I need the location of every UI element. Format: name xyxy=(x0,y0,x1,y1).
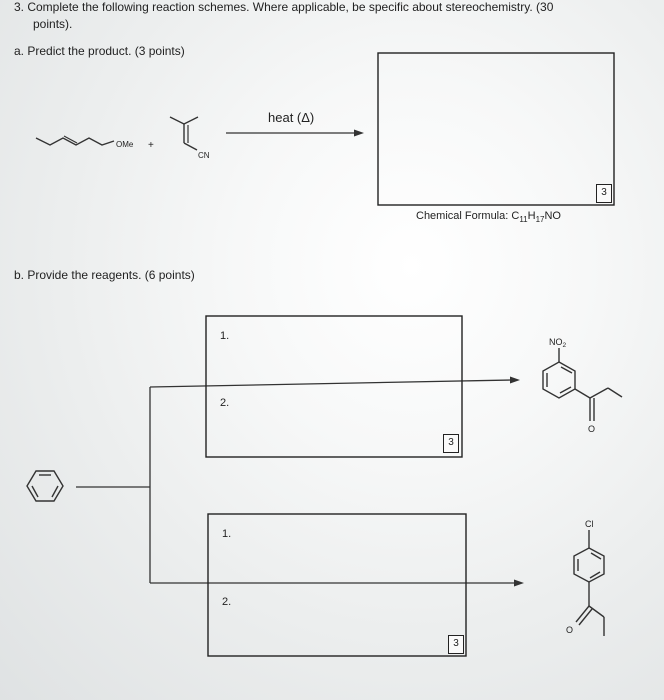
reaction-condition-heat: heat (Δ) xyxy=(268,110,315,125)
points-badge-b-bottom: 3 xyxy=(448,635,464,654)
benzene-ring xyxy=(27,471,63,501)
nitro-label: $NO_2$ xyxy=(549,337,567,349)
nitro-ketone-structure xyxy=(543,348,622,421)
alkene-skeleton xyxy=(170,117,198,124)
question-line-2: points). xyxy=(33,17,73,31)
points-badge-b-top: 3 xyxy=(443,434,459,453)
step-2-label-top: 2. xyxy=(220,397,230,409)
part-b-prompt: b. Provide the reagents. (6 points) xyxy=(14,268,195,282)
step-1-label-bottom: 1. xyxy=(222,528,232,540)
carbonyl-o-label-2: O xyxy=(566,625,574,635)
reagent-box-bottom[interactable] xyxy=(208,514,466,656)
points-badge-a: 3 xyxy=(596,184,612,203)
cn-label: CN xyxy=(198,151,210,160)
chemical-formula: Chemical Formula: $C_{11}H_{17}NO$ xyxy=(416,210,561,225)
ome-label: OMe xyxy=(116,140,134,149)
reagent-box-top[interactable] xyxy=(206,316,462,457)
step-2-label-bottom: 2. xyxy=(222,596,232,608)
step-1-label-top: 1. xyxy=(220,330,230,342)
reaction-arrow-b1 xyxy=(150,380,512,387)
chloro-ketone-structure xyxy=(574,530,604,636)
carbonyl-o-label-1: O xyxy=(588,424,596,434)
product-answer-box[interactable] xyxy=(378,53,614,205)
question-line-1: 3. Complete the following reaction schemes. Where applicable, be specific about stereochemistry. (30 xyxy=(14,0,554,14)
chloro-label: Cl xyxy=(585,519,594,529)
plus-sign: + xyxy=(148,140,154,151)
part-a-prompt: a. Predict the product. (3 points) xyxy=(14,44,185,58)
